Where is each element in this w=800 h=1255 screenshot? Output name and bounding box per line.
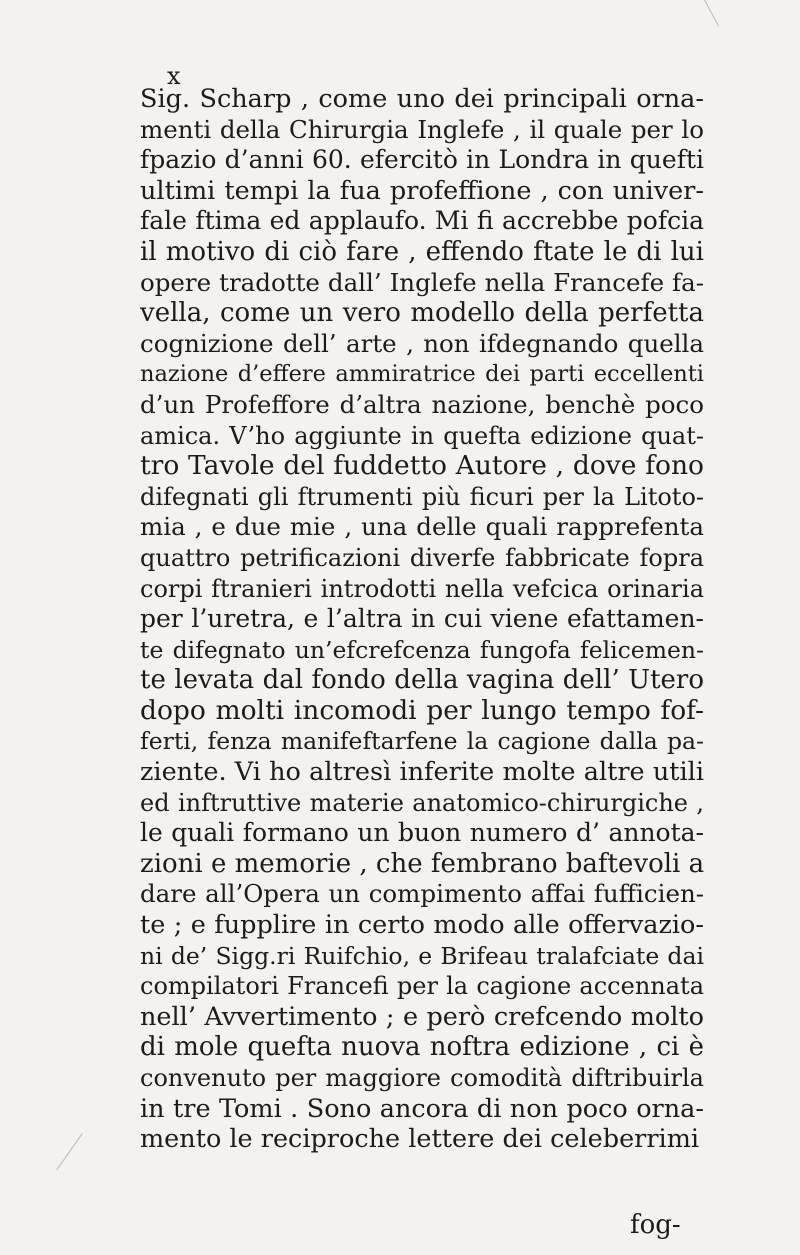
text-line: amica. V’ho aggiunte in quefta edizione quat- — [140, 421, 704, 450]
text-line: nazione d’effere ammiratrice dei parti eccellenti — [140, 361, 704, 388]
text-line: d’un Profeffore d’altra nazione, benchè poco — [140, 389, 704, 419]
text-line: te difegnato un’efcrefcenza fungofa felicemen- — [140, 635, 704, 664]
text-line: le quali formano un buon numero d’ annota- — [140, 818, 704, 848]
text-line: ziente. Vi ho altresì inferite molte altre utili — [140, 757, 704, 788]
text-line: nell’ Avvertimento ; e però crefcendo molto — [140, 1001, 704, 1032]
text-line: compilatori Francefi per la cagione accennata — [140, 972, 704, 1001]
text-line: mento le reciproche lettere dei celeberrimi — [140, 1124, 700, 1155]
text-line: ni de’ Sigg.ri Ruifchio, e Brifeau tralafciate dai — [140, 941, 704, 970]
text-line: ultimi tempi la fua profeffione , con univer- — [140, 175, 704, 206]
body-text — [140, 84, 704, 1155]
text-line: te ; e fupplire in certo modo alle offervazio- — [140, 910, 704, 941]
text-line: mia , e due mie , una delle quali rapprefenta — [140, 512, 704, 542]
text-line: cognizione dell’ arte , non ifdegnando quella — [140, 328, 704, 358]
page-number: x — [167, 62, 181, 90]
text-line: difegnati gli ftrumenti più ficuri per la Litoto- — [140, 482, 704, 511]
text-line: corpi ftranieri introdotti nella vefcica orinaria — [140, 574, 704, 603]
text-line: fpazio d’anni 60. efercitò in Londra in quefti — [140, 145, 704, 175]
text-line: tro Tavole del fuddetto Autore , dove fono — [140, 450, 704, 482]
text-line: ed inftruttive materie anatomico-chirurgiche , — [140, 788, 704, 817]
page-edge-mark — [56, 1133, 83, 1170]
text-line: dare all’Opera un compimento affai fufficien- — [140, 879, 704, 909]
text-line: dopo molti incomodi per lungo tempo fof- — [140, 694, 704, 726]
page-edge-mark — [704, 0, 719, 26]
text-line: di mole quefta nuova noftra edizione , ci è — [140, 1032, 704, 1063]
text-line: te levata dal fondo della vagina dell’ Utero — [140, 665, 704, 696]
text-line: quattro petrificazioni diverfe fabbricate fopra — [140, 543, 704, 572]
text-line: menti della Chirurgia Inglefe , il quale per lo — [140, 114, 704, 144]
text-line: fale ftima ed applaufo. Mi fi accrebbe pofcia — [140, 206, 704, 236]
text-line: ferti, fenza manifeftarfene la cagione dalla pa- — [140, 727, 704, 756]
text-line: opere tradotte dall’ Inglefe nella Francefe fa- — [140, 267, 704, 297]
text-line: zioni e memorie , che fembrano baftevoli a — [140, 848, 705, 879]
text-line: per l’uretra, e l’altra in cui viene efattamen- — [140, 604, 704, 634]
text-line: il motivo di ciò fare , effendo ftate le di lui — [140, 236, 704, 267]
text-line: Sig. Scharp , come uno dei principali orna- — [140, 84, 704, 114]
text-line: convenuto per maggiore comodità diftribuirla — [140, 1064, 704, 1092]
catchword: fog- — [630, 1210, 681, 1240]
text-line: in tre Tomi . Sono ancora di non poco orna- — [140, 1093, 704, 1124]
text-line: vella, come un vero modello della perfetta — [140, 298, 704, 329]
